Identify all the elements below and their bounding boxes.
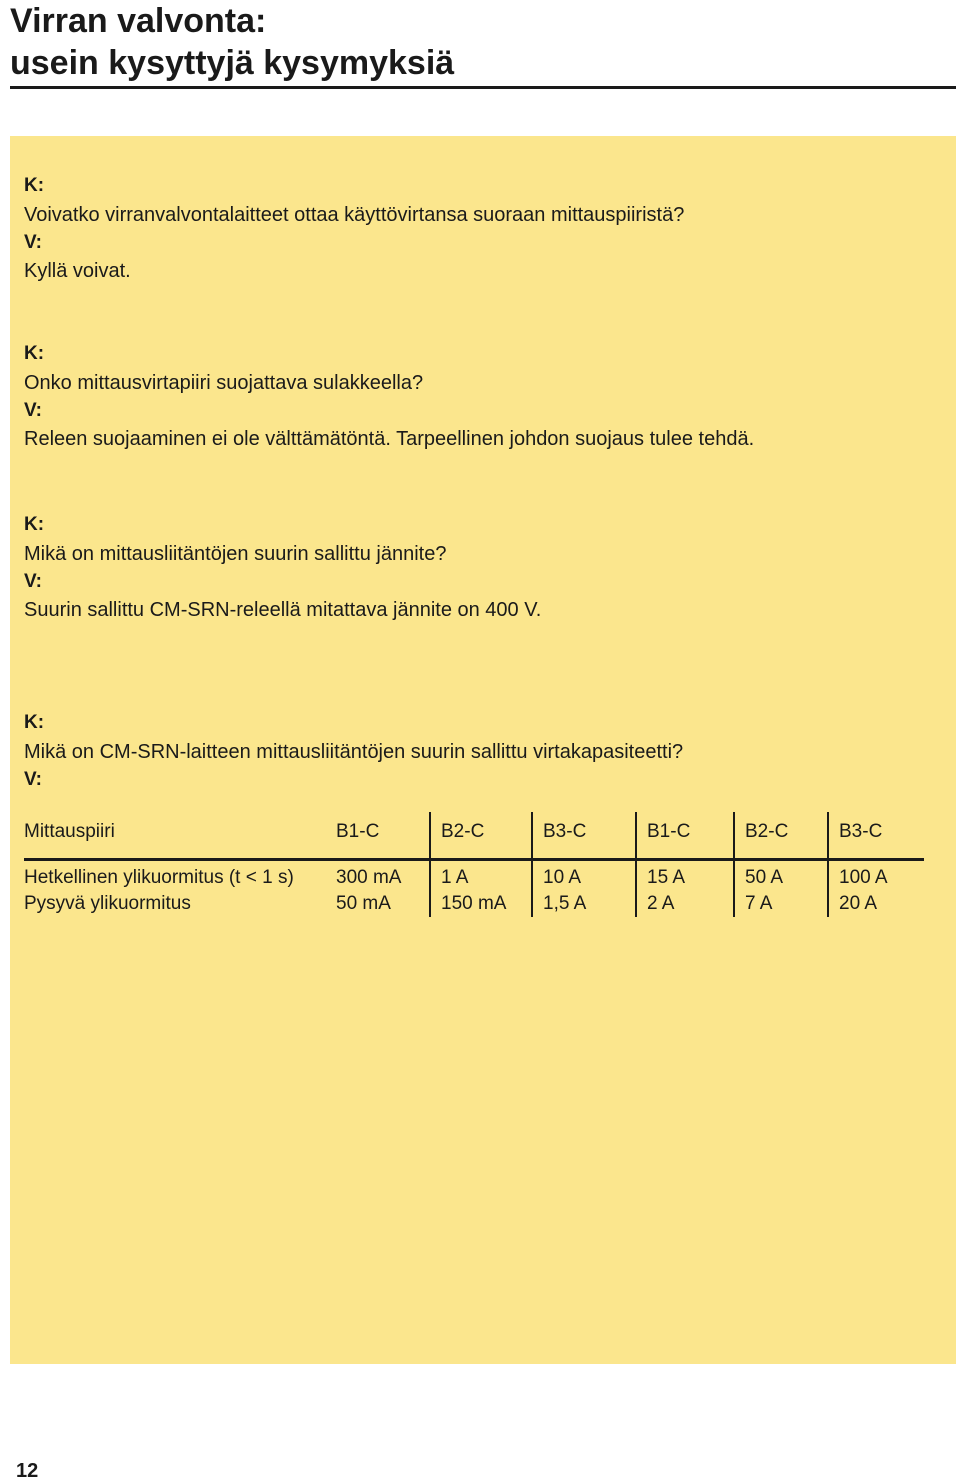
qa-item-4: [24, 709, 683, 794]
answer-text: Releen suojaaminen ei ole välttämätöntä. Tarpeellinen johdon suojaus tulee tehdä.: [24, 428, 755, 450]
question-label: K:: [24, 514, 45, 535]
answer-label: V:: [24, 400, 42, 421]
table-cell: 100 A: [828, 861, 924, 891]
question-label: K:: [24, 175, 45, 196]
table-cell: 1,5 A: [532, 891, 636, 917]
table-cell: 1 A: [430, 861, 532, 891]
table-row: [24, 861, 924, 891]
table-header-cell: B3-C: [828, 812, 924, 860]
table-cell: 2 A: [636, 891, 734, 917]
question-text: Mikä on CM-SRN-laitteen mittausliitäntöjen suurin sallittu virtakapasiteetti?: [24, 741, 684, 763]
qa-item-1: [24, 172, 684, 285]
page-number: 12: [16, 1460, 39, 1482]
table-header-row: [24, 812, 924, 860]
table-cell: 15 A: [636, 861, 734, 891]
qa-item-3: [24, 511, 541, 624]
table-cell: 150 mA: [430, 891, 532, 917]
table-cell: 10 A: [532, 861, 636, 891]
table-row: [24, 891, 924, 917]
question-label: K:: [24, 712, 45, 733]
table-header-cell: B1-C: [336, 821, 380, 842]
question-label: K:: [24, 343, 45, 364]
title-line-2: usein kysyttyjä kysymyksiä: [10, 44, 455, 82]
answer-label: V:: [24, 232, 42, 253]
qa-item-2: [24, 340, 754, 453]
table-header-cell: B1-C: [636, 812, 734, 860]
question-text: Mikä on mittausliitäntöjen suurin sallittu jännite?: [24, 543, 447, 565]
question-text: Onko mittausvirtapiiri suojattava sulakkeella?: [24, 372, 424, 394]
table-cell: 50 mA: [336, 893, 391, 914]
title-rule: [10, 86, 956, 89]
answer-text: Kyllä voivat.: [24, 260, 131, 282]
table-header-cell: B2-C: [734, 812, 828, 860]
table-cell: 300 mA: [336, 867, 402, 888]
current-capacity-table: [24, 812, 924, 917]
answer-label: V:: [24, 769, 42, 790]
table-header-cell: B2-C: [430, 812, 532, 860]
table-cell: 50 A: [734, 861, 828, 891]
table-cell: 20 A: [828, 891, 924, 917]
answer-label: V:: [24, 571, 42, 592]
table-cell: Hetkellinen ylikuormitus (t < 1 s): [24, 867, 294, 888]
table-cell: Pysyvä ylikuormitus: [24, 893, 191, 914]
table-header-cell: B3-C: [532, 812, 636, 860]
page-title: [10, 0, 454, 84]
table-header-cell: Mittauspiiri: [24, 821, 115, 842]
table-cell: 7 A: [734, 891, 828, 917]
title-line-1: Virran valvonta:: [10, 2, 267, 40]
answer-text: Suurin sallittu CM-SRN-releellä mitattava jännite on 400 V.: [24, 599, 542, 621]
question-text: Voivatko virranvalvontalaitteet ottaa käyttövirtansa suoraan mittauspiiristä?: [24, 204, 685, 226]
